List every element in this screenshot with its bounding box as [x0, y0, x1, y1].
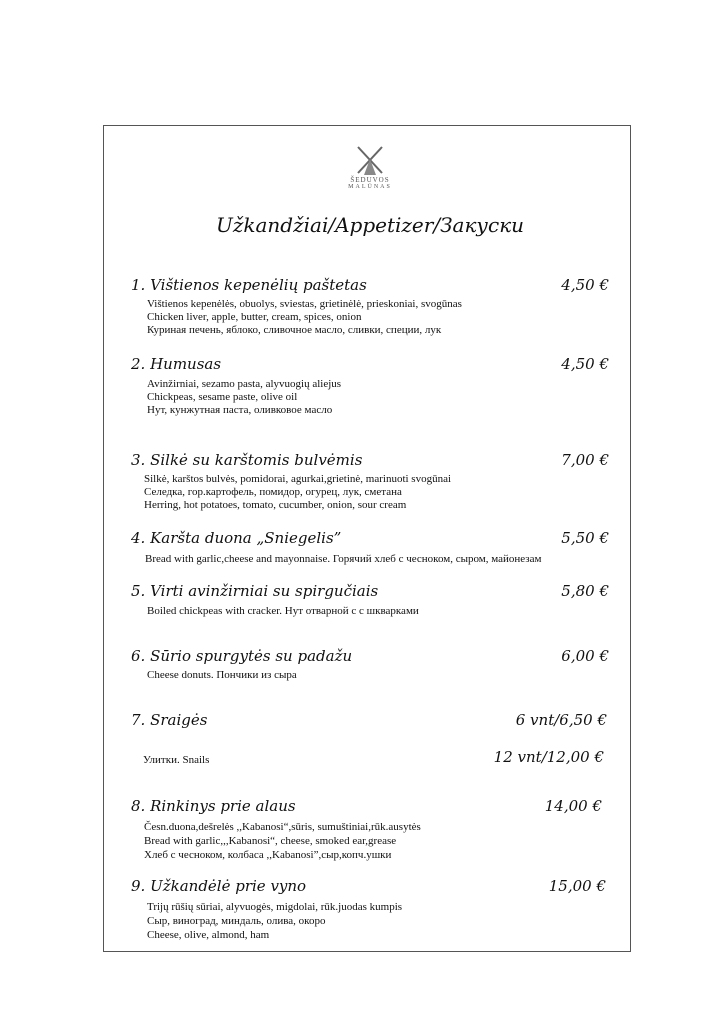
menu-item-7-desc: Улитки. Snails: [143, 754, 210, 766]
menu-item-9-desc-ru: Сыр, виноград, миндаль, олива, окоро: [147, 915, 326, 927]
menu-item-6-name: 6. Sūrio spurgytės su padažu: [131, 647, 353, 665]
menu-item-2-name: 2. Humusas: [131, 355, 222, 373]
menu-item-4-name: 4. Karšta duona „Sniegelis”: [131, 529, 342, 547]
menu-item-9-name: 9. Užkandėlė prie vyno: [131, 877, 307, 895]
menu-item-3-desc-lt: Silkė, karštos bulvės, pomidorai, agurkai,grietinė, marinuoti svogūnai: [144, 473, 452, 485]
menu-item-2-price: 4,50 €: [561, 355, 609, 373]
menu-item-9-price: 15,00 €: [548, 877, 606, 895]
menu-item-5-name: 5. Virti avinžirniai su spirgučiais: [131, 582, 379, 600]
menu-item-1-price: 4,50 €: [561, 276, 609, 294]
menu-item-5-price: 5,80 €: [561, 582, 609, 600]
menu-item-1-desc-ru: Куриная печень, яблоко, сливочное масло, сливки, специи, лук: [147, 324, 442, 336]
menu-item-3-desc-ru: Селедка, гор.картофель, помидор, огурец, лук, сметана: [144, 486, 402, 498]
menu-item-8-name: 8. Rinkinys prie alaus: [131, 797, 296, 815]
menu-item-6-desc: Cheese donuts. Пончики из сыра: [147, 669, 297, 681]
menu-item-1-desc-lt: Vištienos kepenėlės, obuolys, sviestas, grietinėlė, prieskoniai, svogūnas: [147, 298, 462, 310]
menu-item-4-desc: Bread with garlic,cheese and mayonnaise. Горячий хлеб с чесноком, сыром, майонезам: [145, 553, 542, 565]
menu-item-9-desc-lt: Trijų rūšių sūriai, alyvuogės, migdolai, rūk.juodas kumpis: [147, 901, 403, 913]
menu-item-5-desc: Boiled chickpeas with cracker. Нут отварной с с шкварками: [147, 605, 419, 617]
menu-item-9-desc-en: Cheese, olive, almond, ham: [147, 929, 270, 941]
menu-item-7-name: 7. Sraigės: [131, 711, 208, 729]
menu-item-8-desc-ru: Хлеб с чесноком, колбаса ,,Kabanosi”,сыр,копч.ушки: [144, 849, 392, 861]
menu-item-8-desc-en: Bread with garlic,,,Kabanosi“, cheese, smoked ear,grease: [144, 835, 397, 847]
menu-item-3-name: 3. Silkė su karštomis bulvėmis: [131, 451, 363, 469]
menu-item-1-desc-en: Chicken liver, apple, butter, cream, spices, onion: [147, 311, 362, 323]
menu-item-2-desc-en: Chickpeas, sesame paste, olive oil: [147, 391, 298, 403]
menu-item-7-price-large: 12 vnt/12,00 €: [493, 748, 604, 766]
menu-item-4-price: 5,50 €: [561, 529, 609, 547]
menu-item-8-desc-lt: Česn.duona,dešrelės ,,Kabanosi“,sūris, sumuštiniai,rūk.ausytės: [144, 821, 421, 833]
menu-item-8-price: 14,00 €: [544, 797, 602, 815]
logo-text: ŠEDUVOS: [350, 176, 390, 184]
menu-item-2-desc-lt: Avinžirniai, sezamo pasta, alyvuogių aliejus: [147, 378, 342, 390]
menu-item-3-price: 7,00 €: [561, 451, 609, 469]
menu-item-3-desc-en: Herring, hot potatoes, tomato, cucumber, onion, sour cream: [144, 499, 407, 511]
menu-item-6-price: 6,00 €: [561, 647, 609, 665]
menu-item-1-name: 1. Vištienos kepenėlių paštetas: [131, 276, 367, 294]
menu-title: Užkandžiai/Appetizer/Закуски: [215, 213, 525, 237]
menu-item-7-price: 6 vnt/6,50 €: [515, 711, 607, 729]
logo-subtext: MALŪNAS: [348, 184, 392, 190]
menu-item-2-desc-ru: Нут, кунжутная паста, оливковое масло: [147, 404, 333, 416]
